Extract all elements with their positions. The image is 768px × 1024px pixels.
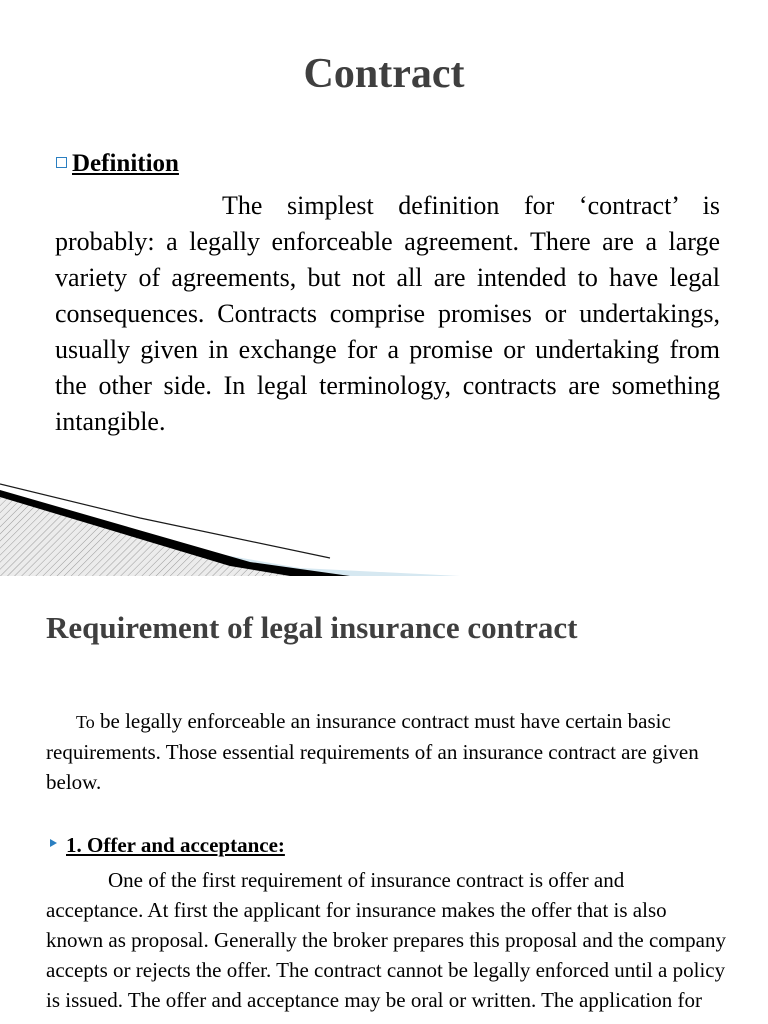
definition-heading bbox=[56, 150, 179, 178]
requirement-heading-label: 1. Offer and acceptance: bbox=[66, 833, 285, 857]
intro-first-word: To bbox=[76, 712, 95, 732]
definition-paragraph: The simplest definition for ‘contract’ is probably: a legally enforceable agreement. There are a large variety of agreements, but not all are intended to have legal consequences. Contracts comprise promises or undertakings, usually given in exchange for a promise or undertaking from the other side. In legal terminology, contracts are something intangible. bbox=[55, 191, 720, 436]
square-bullet-icon bbox=[56, 157, 67, 168]
requirement-paragraph: One of the first requirement of insurance contract is offer and acceptance. At first the applicant for insurance makes the offer that is also known as proposal. Generally the broker prepares this proposal and the company accepts or rejects the offer. The contract cannot be legally enforced until a policy is issued. The offer and acceptance may be oral or written. The application for bbox=[46, 868, 726, 1012]
slide-title: Contract bbox=[303, 51, 465, 97]
slide-requirements bbox=[0, 576, 768, 1024]
slide-title: Requirement of legal insurance contract bbox=[46, 610, 578, 645]
intro-paragraph bbox=[46, 706, 726, 797]
triangle-bullet-icon bbox=[50, 839, 57, 847]
decorative-swoosh bbox=[0, 470, 768, 576]
intro-text: be legally enforceable an insurance contract must have certain basic requirements. Those essential requirements of an insurance contract are given below. bbox=[46, 709, 699, 794]
definition-heading-label: Definition bbox=[72, 150, 179, 177]
requirement-heading bbox=[50, 833, 285, 858]
